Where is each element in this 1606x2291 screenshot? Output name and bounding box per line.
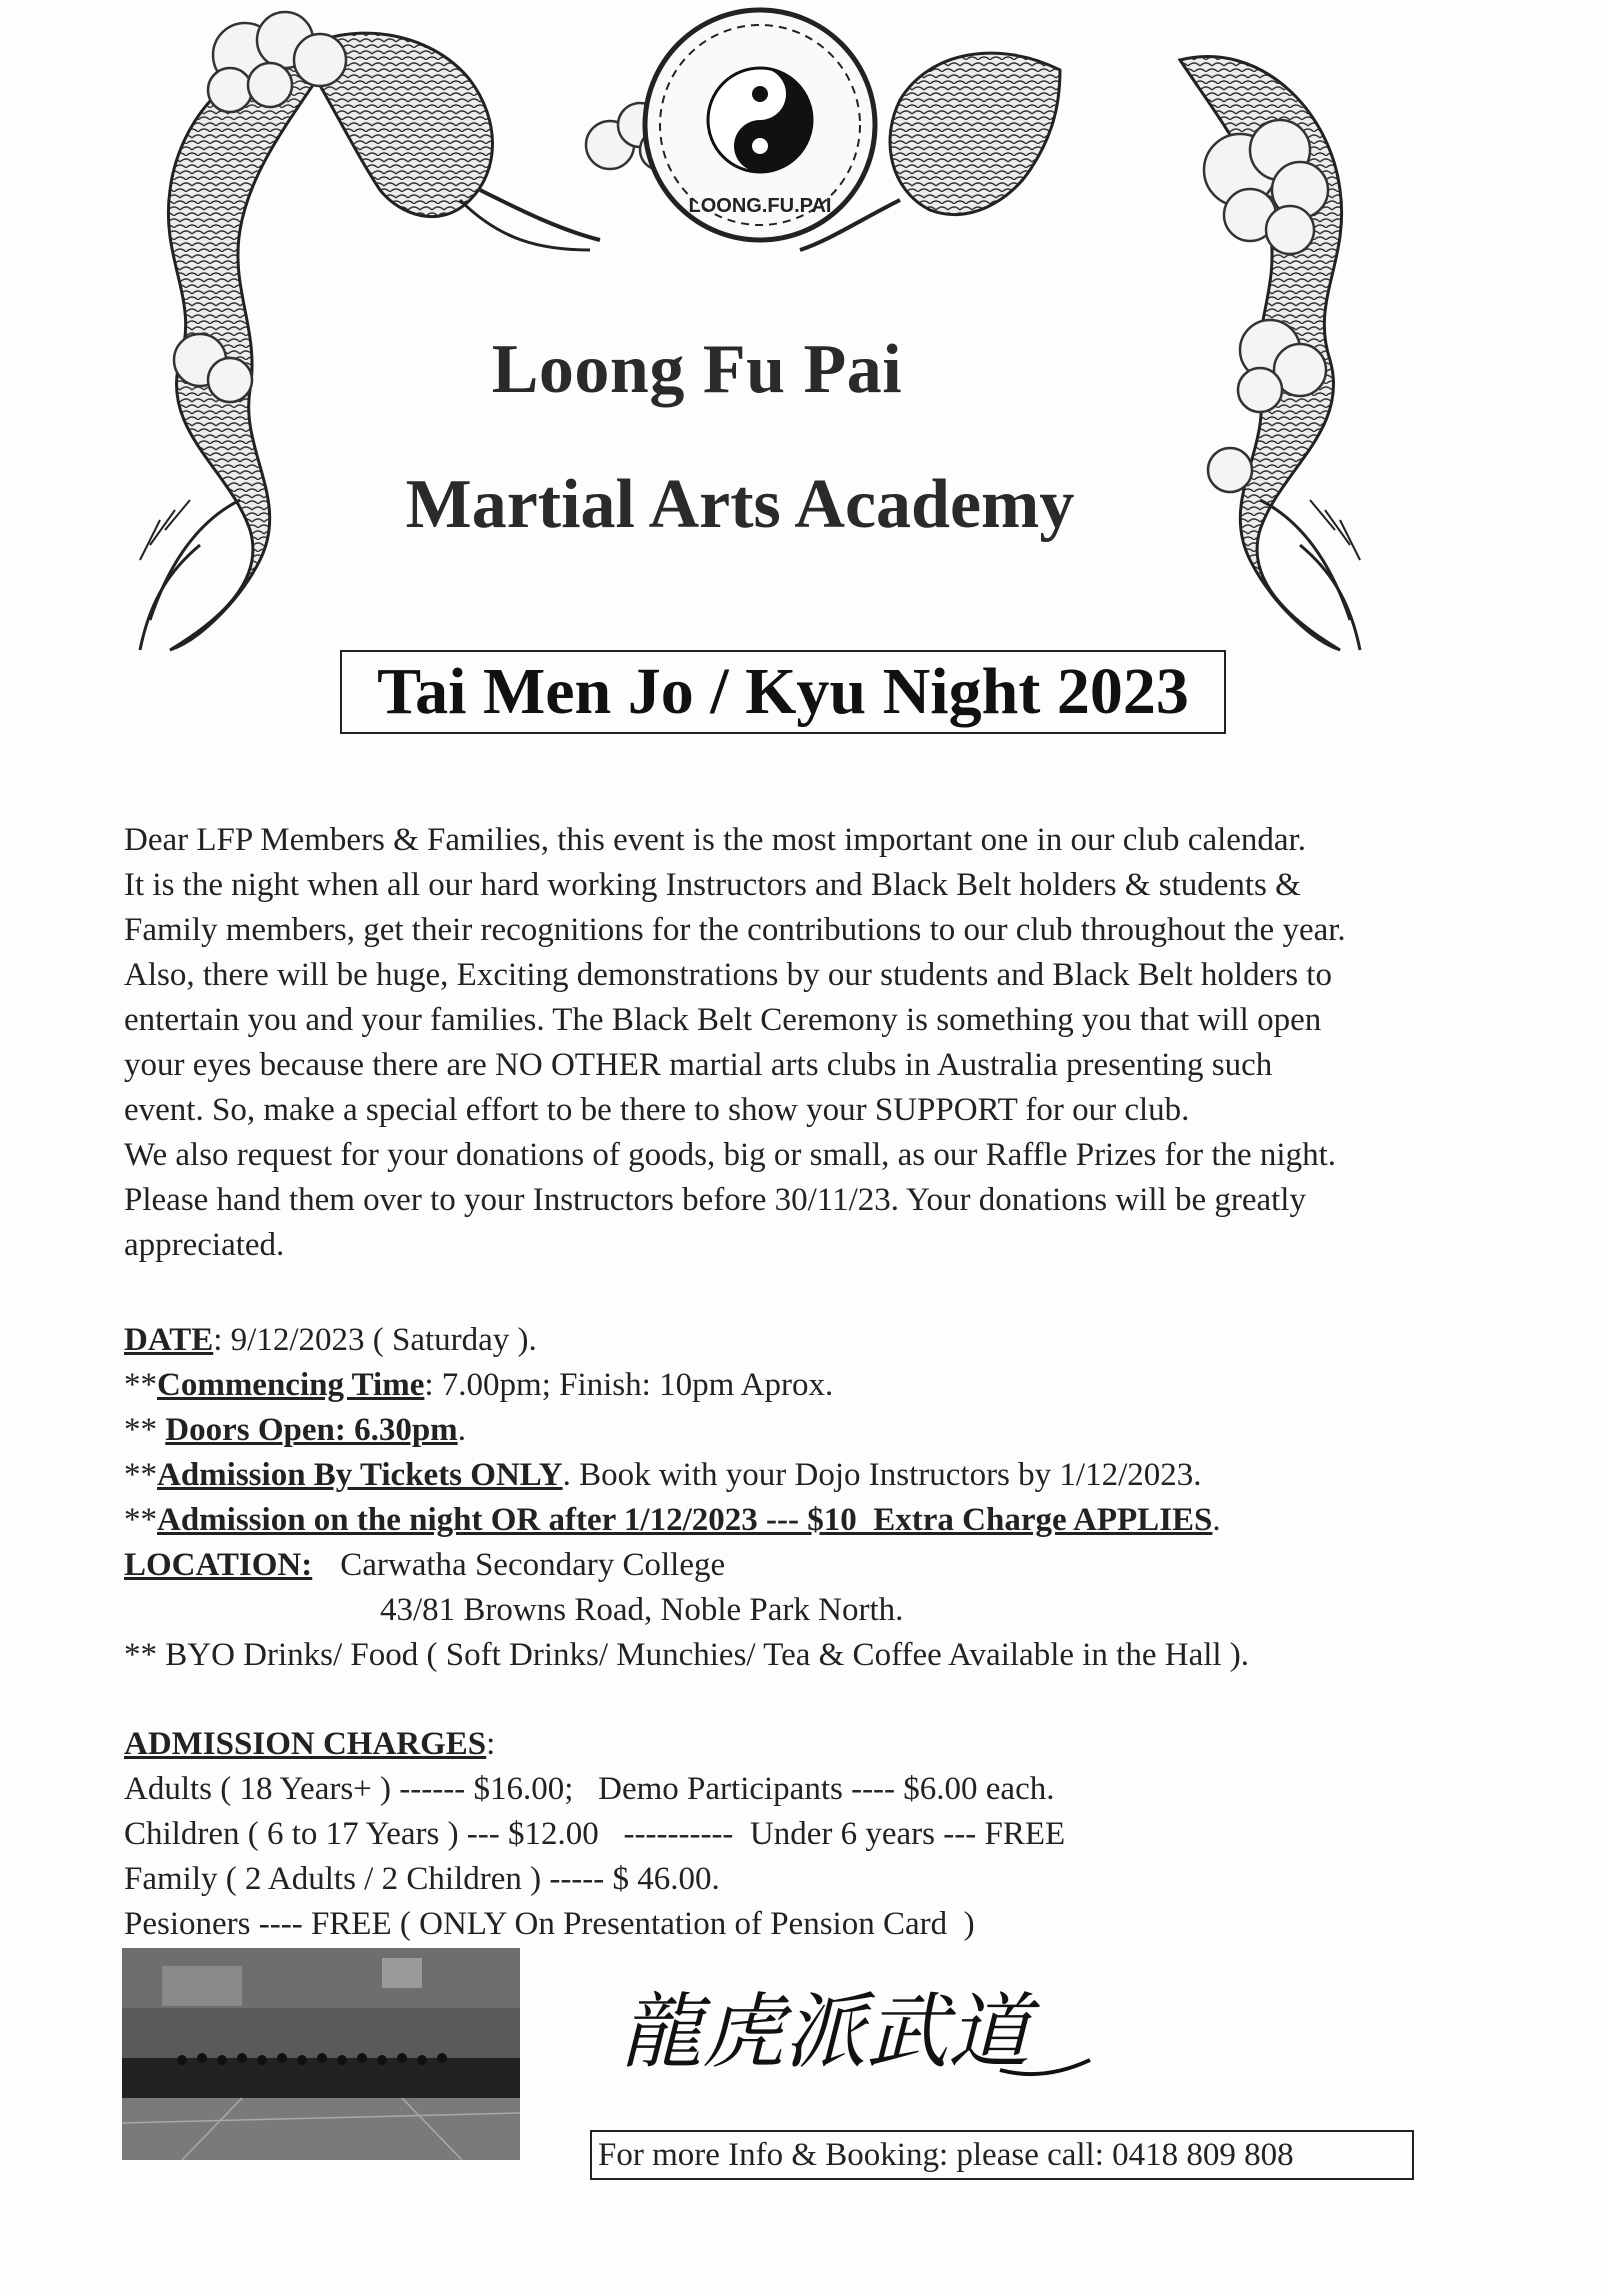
night-admission-line (124, 1498, 1594, 1543)
charge-line: Pesioners ---- FREE ( ONLY On Presentation of Pension Card ) (124, 1906, 975, 1942)
intro-line: event. So, make a special effort to be there to show your SUPPORT for our club. (124, 1092, 1190, 1128)
intro-line: Please hand them over to your Instructors before 30/11/23. Your donations will be greatly (124, 1182, 1306, 1218)
intro-paragraph (124, 818, 1594, 1268)
commencing-value: : 7.00pm; Finish: 10pm Aprox. (424, 1367, 834, 1403)
event-title-box: Tai Men Jo / Kyu Night 2023 (340, 650, 1226, 734)
intro-line: entertain you and your families. The Black Belt Ceremony is something you that will open (124, 1002, 1322, 1038)
charges-heading-suffix: : (486, 1726, 496, 1762)
yin-yang-emblem-icon (645, 10, 875, 240)
booking-info-box: For more Info & Booking: please call: 0418 809 808 (590, 2130, 1414, 2180)
chinese-calligraphy (620, 1970, 1100, 2090)
bullet-prefix: ** (124, 1412, 166, 1448)
intro-line: appreciated. (124, 1227, 285, 1263)
location-address (124, 1588, 1594, 1633)
charge-line: Children ( 6 to 17 Years ) --- $12.00 ---------- Under 6 years --- FREE (124, 1816, 1066, 1852)
bullet-prefix: ** (124, 1502, 157, 1538)
intro-line: Family members, get their recognitions for the contributions to our club throughout the year. (124, 912, 1346, 948)
byo-line: ** BYO Drinks/ Food ( Soft Drinks/ Munchies/ Tea & Coffee Available in the Hall ). (124, 1637, 1250, 1673)
charge-line: Family ( 2 Adults / 2 Children ) ----- $ 46.00. (124, 1861, 720, 1897)
bullet-prefix: ** (124, 1367, 157, 1403)
calligraphy-text: 龍虎派武道 (620, 1985, 1030, 2080)
intro-line: your eyes because there are NO OTHER martial arts clubs in Australia presenting such (124, 1047, 1273, 1083)
intro-line: Dear LFP Members & Families, this event is the most important one in our club calendar. (124, 822, 1306, 858)
charge-line: Adults ( 18 Years+ ) ------ $16.00; Demo Participants ---- $6.00 each. (124, 1771, 1055, 1807)
location-label: LOCATION: (124, 1547, 313, 1583)
intro-line: We also request for your donations of goods, big or small, as our Raffle Prizes for the night. (124, 1137, 1336, 1173)
admission-charges (124, 1722, 1594, 1947)
date-label: DATE (124, 1322, 214, 1358)
night-admission-text: Admission on the night OR after 1/12/2023 --- $10 Extra Charge APPLIES (157, 1502, 1213, 1538)
tickets-line (124, 1453, 1594, 1498)
bullet-prefix: ** (124, 1457, 157, 1493)
location-venue: Carwatha Secondary College (340, 1547, 726, 1583)
commencing-label: Commencing Time (157, 1367, 425, 1403)
commencing-line (124, 1363, 1594, 1408)
date-line (124, 1318, 1594, 1363)
page-title (0, 330, 1606, 410)
intro-line: It is the night when all our hard working Instructors and Black Belt holders & students & (124, 867, 1301, 903)
event-details (124, 1318, 1594, 1678)
location-address-text: 43/81 Browns Road, Noble Park North. (380, 1592, 904, 1628)
night-suffix: . (1212, 1502, 1221, 1538)
charges-heading (124, 1722, 1594, 1767)
doors-line (124, 1408, 1594, 1453)
doors-open-text: Doors Open: 6.30pm (165, 1412, 458, 1448)
intro-line: Also, there will be huge, Exciting demonstrations by our students and Black Belt holders to (124, 957, 1332, 993)
tickets-value: . Book with your Dojo Instructors by 1/12/2023. (562, 1457, 1202, 1493)
date-value: : 9/12/2023 ( Saturday ). (213, 1322, 537, 1358)
page-subtitle: Martial Arts Academy (405, 466, 1075, 543)
charges-heading-text: ADMISSION CHARGES (124, 1726, 487, 1762)
location-line (124, 1543, 1594, 1588)
emblem-text: LOONG.FU.PAI (688, 195, 832, 217)
group-photo (122, 1948, 520, 2160)
title-line-1: Loong Fu Pai (491, 331, 903, 408)
tickets-label: Admission By Tickets ONLY (157, 1457, 563, 1493)
doors-suffix: . (457, 1412, 466, 1448)
